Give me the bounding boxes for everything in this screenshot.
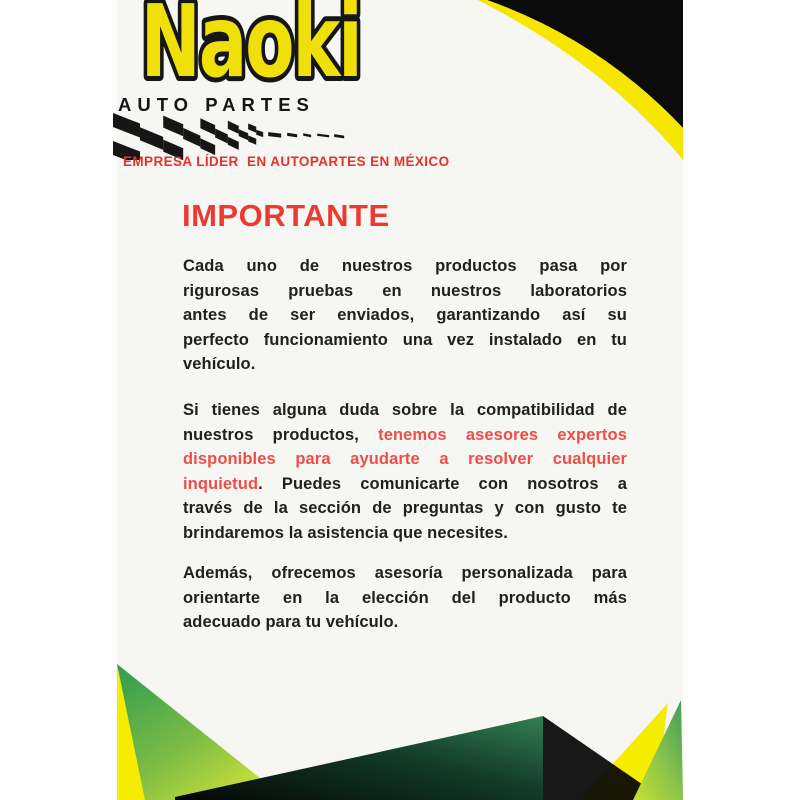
text-segment: rigurosas pruebas en nuestros laboratorios <box>183 281 627 300</box>
text-line <box>183 303 627 328</box>
text-line <box>183 472 627 497</box>
logo-text: Naoki <box>140 0 361 101</box>
naoki-logo <box>116 0 386 100</box>
flag-check <box>163 116 183 137</box>
paragraph-2 <box>183 398 627 545</box>
text-segment: perfecto funcionamiento una vez instalado en tu <box>183 330 627 349</box>
text-segment: adecuado para tu vehículo. <box>183 613 399 631</box>
text-segment: nuestros productos, <box>183 425 379 444</box>
text-line <box>183 586 627 611</box>
text-segment: brindaremos la asistencia que necesites. <box>183 523 508 542</box>
text-line <box>183 279 627 304</box>
text-line <box>183 521 627 546</box>
flag-streak <box>287 133 297 138</box>
text-segment: Si tienes alguna duda sobre la compatibilidad de <box>183 401 627 419</box>
text-line <box>183 398 627 423</box>
flag-check <box>248 123 256 132</box>
importante-heading: IMPORTANTE <box>182 198 390 233</box>
flag-check <box>113 113 140 138</box>
text-line <box>183 496 627 521</box>
text-line <box>183 561 627 586</box>
text-line <box>183 254 627 279</box>
flag-check <box>248 135 256 144</box>
text-segment: . Puedes comunicarte con nosotros a <box>258 474 627 493</box>
text-line <box>183 352 627 377</box>
flag-streak <box>317 134 329 138</box>
text-segment: Además, ofrecemos asesoría personalizada para <box>183 564 627 582</box>
text-line <box>183 610 627 635</box>
flag-check <box>228 137 239 150</box>
highlighted-text-segment: tenemos asesores expertos <box>378 425 627 444</box>
highlighted-text-segment: inquietud <box>183 474 259 493</box>
flag-check <box>140 127 163 150</box>
flag-streak <box>268 132 281 138</box>
flag-check <box>215 129 228 144</box>
text-line <box>183 423 627 448</box>
flag-streak <box>334 134 344 138</box>
checkered-flag-icon <box>112 110 349 160</box>
flag-check <box>200 118 215 135</box>
highlighted-text-segment: disponibles para ayudarte a resolver cualquier <box>183 450 627 468</box>
text-segment: antes de ser enviados, garantizando así su <box>183 306 627 324</box>
text-segment: vehículo. <box>183 355 256 373</box>
flag-check <box>228 121 239 134</box>
text-segment: través de la sección de preguntas y con gusto te <box>183 499 627 517</box>
flag-streak <box>303 133 311 137</box>
flag-check <box>256 130 263 137</box>
paragraph-3 <box>183 561 627 635</box>
brand-tagline: EMPRESA LÍDER EN AUTOPARTES EN MÉXICO <box>123 154 450 169</box>
flag-check <box>200 138 215 155</box>
text-line <box>183 328 627 353</box>
text-line <box>183 447 627 472</box>
autopartes-subtitle: AUTO PARTES <box>118 94 315 115</box>
text-segment: Cada uno de nuestros productos pasa por <box>183 257 627 275</box>
flag-check <box>239 129 248 140</box>
paragraph-1 <box>183 254 627 377</box>
flag-check <box>183 128 200 147</box>
text-segment: orientarte en la elección del producto más <box>183 588 627 607</box>
